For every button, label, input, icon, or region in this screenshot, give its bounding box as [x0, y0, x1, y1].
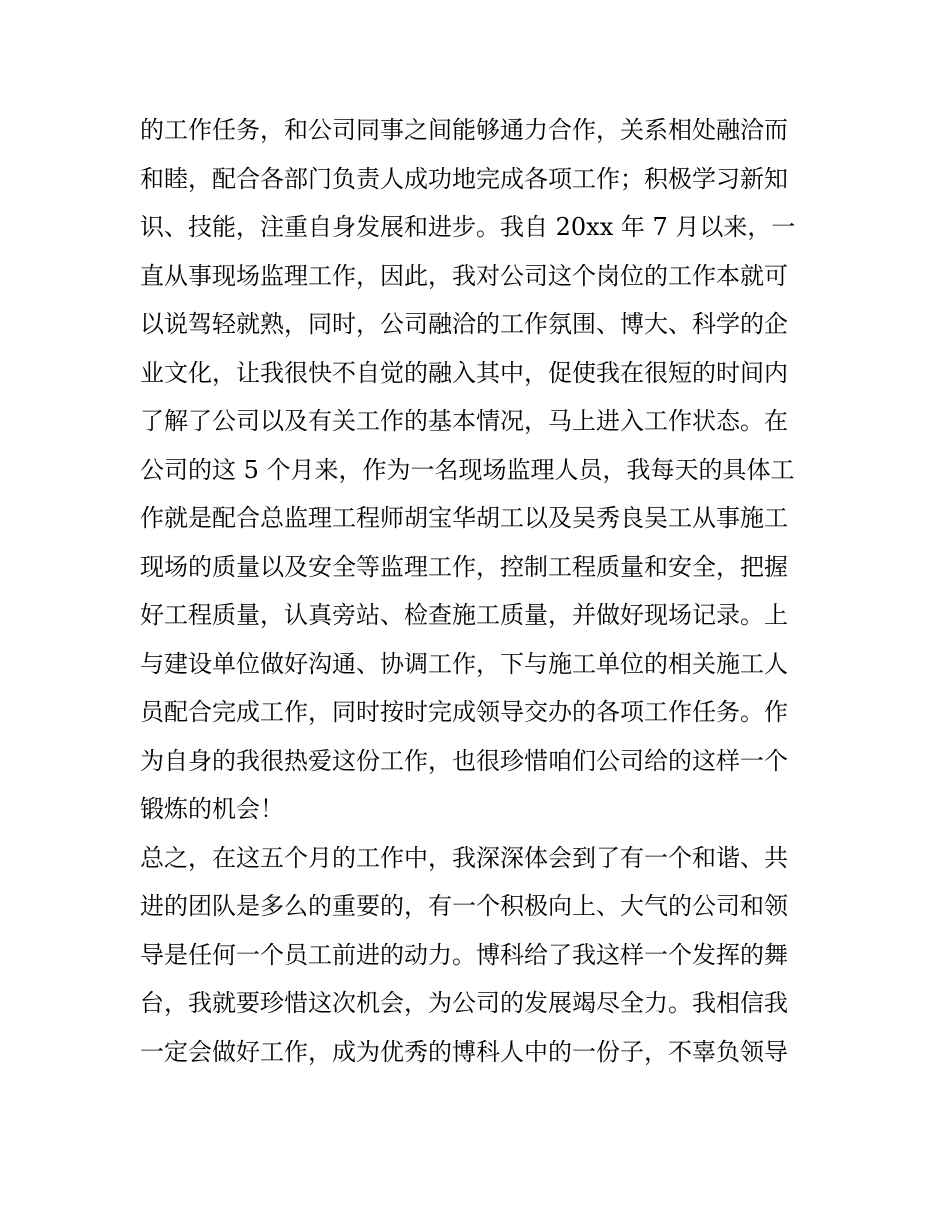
text-line: 了解了公司以及有关工作的基本情况，马上进入工作状态。在: [140, 407, 788, 435]
text-line: 进的团队是多么的重要的，有一个积极向上、大气的公司和领: [140, 892, 788, 920]
text-line: 公司的这 5 个月来，作为一名现场监理人员，我每天的具体工: [140, 455, 795, 484]
text-line: 以说驾轻就熟，同时，公司融洽的工作氛围、博大、科学的企: [140, 310, 788, 338]
text-line: 作就是配合总监理工程师胡宝华胡工以及吴秀良吴工从事施工: [140, 504, 788, 532]
text-line: 识、技能，注重自身发展和进步。我自 20xx 年 7 月以来，一: [140, 213, 796, 241]
text-line: 业文化，让我很快不自觉的融入其中，促使我在很短的时间内: [140, 358, 788, 387]
text-line: 总之，在这五个月的工作中，我深深体会到了有一个和谐、共: [140, 843, 788, 872]
text-line: 好工程质量，认真旁站、检查施工质量，并做好现场记录。上: [140, 601, 788, 629]
text-line: 和睦，配合各部门负责人成功地完成各项工作；积极学习新知: [140, 164, 788, 193]
text-line: 的工作任务，和公司同事之间能够通力合作，关系相处融洽而: [140, 116, 788, 144]
text-line: 一定会做好工作，成为优秀的博科人中的一份子，不辜负领导: [140, 1037, 788, 1066]
text-line: 锻炼的机会！: [140, 795, 284, 823]
text-line: 员配合完成工作，同时按时完成领导交办的各项工作任务。作: [140, 698, 788, 726]
document-body: [140, 106, 820, 1076]
text-line: 现场的质量以及安全等监理工作，控制工程质量和安全，把握: [140, 552, 788, 581]
text-line: 为自身的我很热爱这份工作，也很珍惜咱们公司给的这样一个: [140, 746, 788, 775]
text-line: 直从事现场监理工作，因此，我对公司这个岗位的工作本就可: [140, 261, 788, 290]
text-line: 导是任何一个员工前进的动力。博科给了我这样一个发挥的舞: [140, 940, 788, 969]
text-line: 台，我就要珍惜这次机会，为公司的发展竭尽全力。我相信我: [140, 989, 788, 1017]
text-line: 与建设单位做好沟通、协调工作，下与施工单位的相关施工人: [140, 649, 788, 678]
